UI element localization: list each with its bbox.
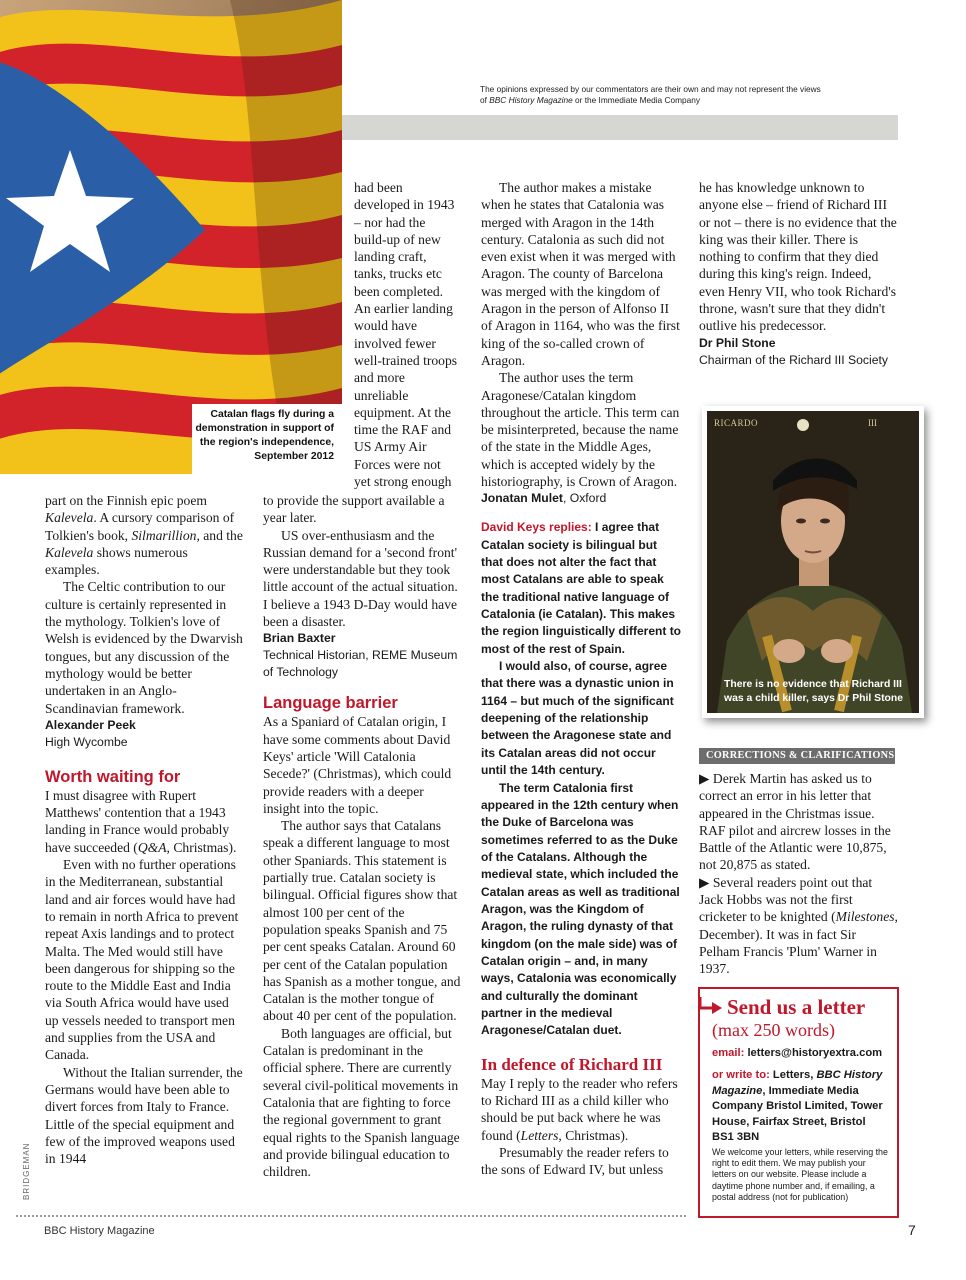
letter-paragraph: Without the Italian surrender, the Germans would have been able to divert forces from Italy to France. Little of the special equipment and few of the improved weapons used in 1944 bbox=[45, 1064, 243, 1167]
portrait-label-right: III bbox=[868, 418, 877, 428]
header-grey-band bbox=[342, 115, 898, 140]
letter-signature: Alexander Peek bbox=[45, 717, 136, 732]
corrections-label: CORRECTIONS & CLARIFICATIONS bbox=[699, 748, 895, 764]
column-2-narrow: had been developed in 1943 – nor had the build-up of new landing craft, tanks, trucks etc been completed. An earlier landing would have involved fewer well-trained troops and more unreliable equipment. At the time the RAF and US Army Air Forces were not yet strong enough bbox=[354, 180, 458, 490]
column-1 bbox=[45, 492, 243, 1167]
letter-affiliation: High Wycombe bbox=[45, 734, 128, 749]
page-number: 7 bbox=[908, 1222, 916, 1238]
disclaimer bbox=[480, 84, 900, 106]
letter-signature: Brian Baxter bbox=[263, 631, 336, 646]
author-reply: I would also, of course, agree that there was a dynastic union in 1164 – but much of the significant deepening of the relationship between the Aragonese state and its Catalan areas did not occur until the 14th century. bbox=[481, 659, 674, 778]
letter-affiliation: Chairman of the Richard III Society bbox=[699, 352, 888, 367]
author-reply: David Keys replies: I agree that Catalan society is bilingual but that does not alter the fact that most Catalans are able to speak the traditional native language of Catalonia (ie Catalan). This makes the region linguistically different to most of the rest of Spain. bbox=[481, 520, 682, 656]
triangle-bullet-icon: ▶ bbox=[699, 771, 710, 786]
letter-signature: Dr Phil Stone bbox=[699, 335, 776, 350]
send-letter-box bbox=[698, 987, 899, 1218]
column-2 bbox=[263, 492, 461, 1180]
letter-paragraph: The Celtic contribution to our culture is certainly represented in the mythology. Tolkien's love of Welsh is evidenced by the Dwarvish tongues, but any discussion of the mythology would be better undertaken in an Anglo-Scandinavian framework. bbox=[45, 579, 243, 716]
letter-paragraph: The author uses the term Aragonese/Catalan kingdom throughout the article. This term can be misinterpreted, because the name of the state in the Middle Ages, which is accepted widely by the historiography, is Crown of Aragon. bbox=[481, 370, 680, 490]
footer-dotted-rule bbox=[16, 1215, 686, 1217]
caption-line: Catalan flags fly during a bbox=[210, 409, 334, 420]
caption-line: There is no evidence that Richard III bbox=[724, 679, 902, 690]
portrait-caption bbox=[724, 678, 903, 705]
letter-paragraph: Both languages are official, but Catalan is predominant in the official sphere. There are currently several civil-political movements in Catalonia that are fighting to force the regional government to grant equal rights to the Spanish language and provide bilingual education to children. bbox=[263, 1025, 460, 1180]
letter-paragraph: The author says that Catalans speak a different language to most other Spaniards. This statement is partially true. Catalan society is bilingual. Official figures show that almost 100 per cent of the population speaks Spanish and 75 per cent speaks Catalan. Around 60 per cent of the Catalan population has Spanish as a mother tongue, and Catalan is the mother tongue of about 40 per cent of the population. bbox=[263, 818, 461, 1024]
column-3 bbox=[481, 179, 681, 1178]
correction-item: ▶ Several readers point out that Jack Hobbs was not the first cricketer to be knighted (Milestones, December). It was in fact Sir Pelham Francis 'Plum' Warner in 1937. bbox=[699, 874, 898, 977]
section-heading: Language barrier bbox=[263, 694, 398, 713]
arrow-icon bbox=[698, 997, 724, 1015]
letter-paragraph: I must disagree with Rupert Matthews' contention that a 1943 landing in France would probably have succeeded (Q&A, Christmas). bbox=[45, 787, 237, 855]
triangle-bullet-icon: ▶ bbox=[699, 874, 710, 890]
catalan-flags-photo bbox=[0, 0, 342, 474]
footer-magazine-name: BBC History Magazine bbox=[44, 1225, 155, 1237]
portrait-label-left: RICARDO bbox=[714, 418, 759, 428]
letter-postal-address: or write to: Letters, BBC History Magazine, Immediate Media Company Bristol Limited, Tower House, Fairfax Street, Bristol BS1 3BN bbox=[712, 1069, 883, 1144]
letter-box-note: We welcome your letters, while reserving the right to edit them. We may publish your letters on our website. Please include a daytime phone number and, if emailing, a postal address (not for publication) bbox=[712, 1147, 888, 1202]
letter-paragraph: to provide the support available a year later. bbox=[263, 493, 445, 526]
section-heading: In defence of Richard III bbox=[481, 1054, 663, 1074]
flag-caption-text bbox=[192, 408, 334, 464]
caption-line: September 2012 bbox=[254, 451, 334, 462]
letter-paragraph: part on the Finnish epic poem Kalevela. A cursory comparison of Tolkien's book, Silmarillion, and the Kalevela shows numerous examples. bbox=[45, 493, 243, 578]
letter-paragraph: Even with no further operations in the Mediterranean, substantial land and air forces would have had to remain in north Africa to prevent repeat Axis landings and to protect Malta. The Med would still have been dangerous for shipping so the route to the Middle East and India via South Africa would have used up vessels needed to transport men and supplies from the USA and Canada. bbox=[45, 857, 239, 1063]
portrait-painting bbox=[707, 411, 919, 713]
caption-line: demonstration in support of bbox=[195, 423, 334, 434]
letter-affiliation: Technical Historian, REME Museum of Technology bbox=[263, 648, 458, 680]
corrections-body bbox=[699, 770, 899, 978]
letter-paragraph: May I reply to the reader who refers to Richard III as a child killer who should be put back where he was found (Letters, Christmas). bbox=[481, 1075, 678, 1143]
column-4 bbox=[699, 179, 899, 369]
letter-email[interactable]: email: letters@historyextra.com bbox=[712, 1047, 883, 1059]
photo-credit: BRIDGEMAN bbox=[22, 1142, 31, 1200]
richard-iii-portrait bbox=[702, 406, 924, 718]
letter-paragraph: As a Spaniard of Catalan origin, I have some comments about David Keys' article 'Will Catalonia Secede?' (Christmas), which could provide readers with a deeper insight into the topic. bbox=[263, 714, 452, 816]
author-reply: The term Catalonia first appeared in the 12th century when the Duke of Barcelona was sometimes referred to as the Duke of the Catalans. Although the medieval state, which included the Catalan areas as well as traditional Aragon, was the Kingdom of Aragon, the ruling dynasty of that kingdom (on the male side) was of Catalan origin – and, in many ways, Catalonia was economically and culturally the dominant partner in the medieval Aragonese/Catalan duet. bbox=[481, 780, 680, 1038]
letter-signature: Jonatan Mulet, Oxford bbox=[481, 491, 607, 506]
estelada-flag-image bbox=[0, 0, 342, 474]
letter-box-subtitle: (max 250 words) bbox=[712, 1020, 835, 1040]
letter-paragraph: Presumably the reader refers to the sons of Edward IV, but unless bbox=[481, 1144, 669, 1178]
section-heading: Worth waiting for bbox=[45, 767, 181, 786]
letter-paragraph: The author makes a mistake when he states that Catalonia was merged with Aragon in the 14th century. Catalonia as such did not even exist when it was merged with Aragon. The county of Barcelona was merged with the kingdom of Aragon in the person of Alfonso II of Aragon in 1164, who was the first king of the so-called crown of Aragon. bbox=[481, 180, 680, 368]
letter-paragraph: he has knowledge unknown to anyone else – friend of Richard III or not – there is no evidence that the king was their killer. There is nothing to confirm that they died during this king's reign. Indeed, even Henry VII, who took Richard's throne, wasn't sure that they didn't outlive his predecessor. bbox=[699, 180, 897, 334]
letter-paragraph: US over-enthusiasm and the Russian demand for a 'second front' were understandable but they took little account of the actual situation. I believe a 1943 D-Day would have been a disaster. bbox=[263, 527, 458, 630]
letter-box-title: Send us a letter bbox=[727, 995, 866, 1019]
caption-line: was a child killer, says Dr Phil Stone bbox=[724, 692, 904, 704]
disclaimer-line: of BBC History Magazine or the Immediate Media Company bbox=[480, 95, 700, 105]
caption-line: the region's independence, bbox=[199, 437, 334, 448]
correction-item: ▶ Derek Martin has asked us to correct an error in his letter that appeared in the Christmas issue. RAF pilot and aircrew losses in the Battle of the Atlantic were 10,875, not 20,875 as stated. bbox=[699, 771, 891, 873]
disclaimer-line: The opinions expressed by our commentators are their own and may not represent the views bbox=[480, 84, 821, 94]
